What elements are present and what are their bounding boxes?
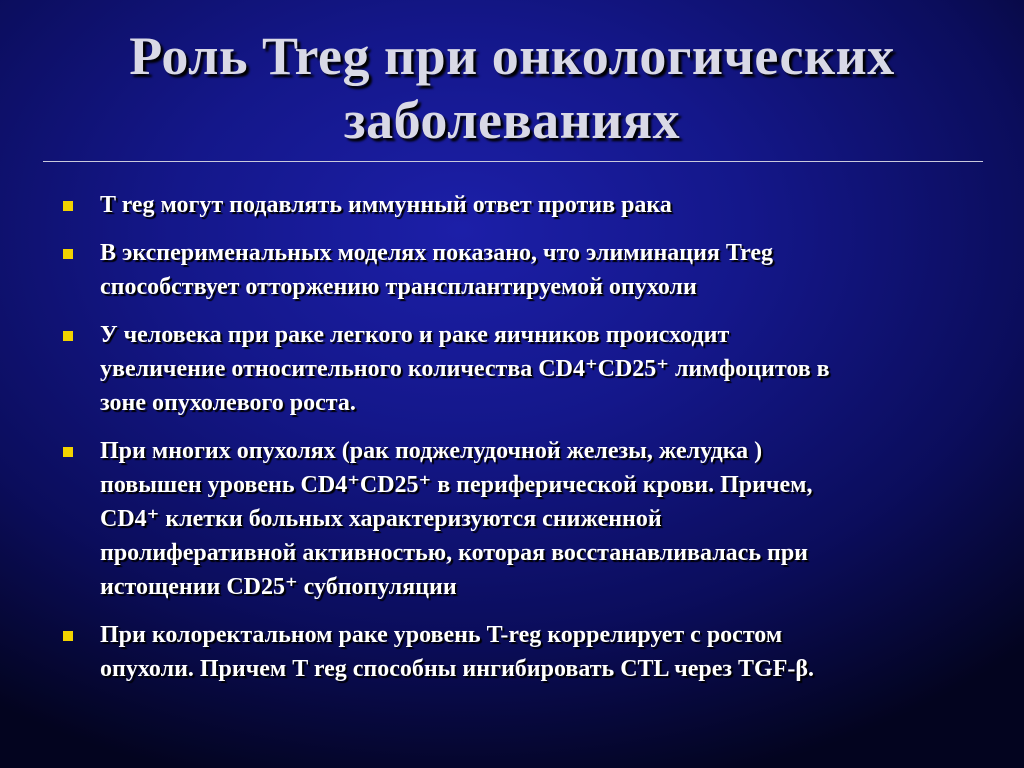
bullet-item	[62, 318, 982, 420]
bullet-line: В эксперименальных моделях показано, что элиминация Treg	[100, 240, 774, 266]
bullet-line: зоне опухолевого роста.	[100, 390, 356, 416]
bullet-line: пролиферативной активностью, которая восстанавливалась при	[100, 540, 809, 566]
bullet-item	[62, 188, 982, 222]
bullet-item	[62, 618, 982, 686]
slide-title	[40, 24, 984, 152]
bullet-line: истощении CD25⁺ субпопуляции	[100, 574, 457, 600]
square-bullet-icon	[63, 249, 73, 259]
square-bullet-icon	[63, 447, 73, 457]
bullet-line: увеличение относительного количества CD4⁺CD25⁺ лимфоцитов в	[100, 356, 830, 382]
bullet-line: При колоректальном раке уровень T-reg коррелирует с ростом	[100, 622, 783, 648]
bullet-item	[62, 236, 982, 304]
square-bullet-icon	[63, 331, 73, 341]
square-bullet-icon	[63, 631, 73, 641]
bullet-line: опухоли. Причем T reg способны ингибировать CTL через TGF-β.	[100, 656, 815, 682]
bullet-line: повышен уровень CD4⁺CD25⁺ в периферической крови. Причем,	[100, 472, 813, 498]
bullet-list	[62, 188, 982, 700]
bullet-item	[62, 434, 982, 604]
bullet-line: При многих опухолях (рак поджелудочной железы, желудка )	[100, 438, 763, 464]
title-divider	[43, 161, 983, 162]
title-line: Роль Treg при онкологических	[129, 26, 895, 86]
bullet-text	[100, 434, 982, 604]
bullet-text	[100, 618, 982, 686]
bullet-line: T reg могут подавлять иммунный ответ против рака	[100, 192, 672, 218]
bullet-line: У человека при раке легкого и раке яичников происходит	[100, 322, 730, 348]
bullet-text	[100, 188, 982, 222]
title-line: заболеваниях	[343, 90, 681, 150]
bullet-text	[100, 318, 982, 420]
bullet-line: CD4⁺ клетки больных характеризуются сниженной	[100, 506, 662, 532]
bullet-line: способствует отторжению трансплантируемой опухоли	[100, 274, 697, 300]
square-bullet-icon	[63, 201, 73, 211]
bullet-text	[100, 236, 982, 304]
